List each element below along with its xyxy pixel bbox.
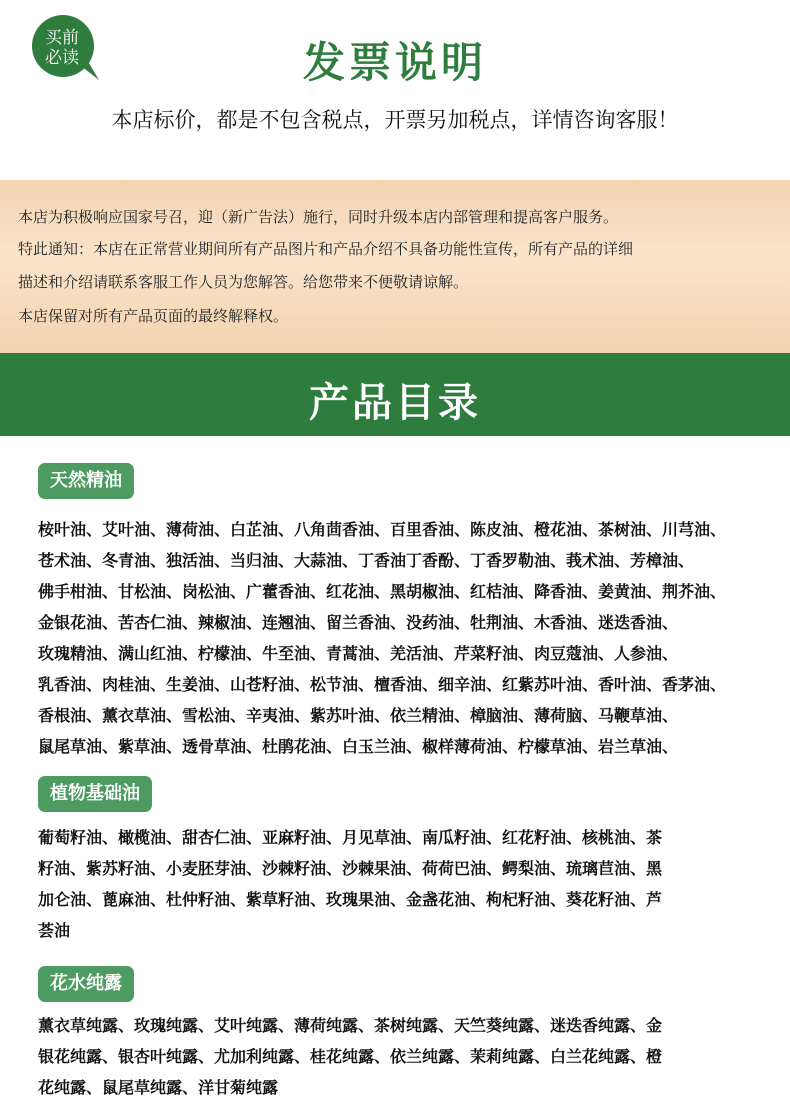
notice-line-3: 描述和介绍请联系客服工作人员为您解答。给您带来不便敬请谅解。	[18, 273, 469, 291]
badge-line-2: 必读	[45, 48, 79, 68]
notice-line-1: 本店为积极响应国家号召，迎（新广告法）施行，同时升级本店内部管理和提高客户服务。	[18, 208, 619, 226]
notice-line-2: 特此通知：本店在正常营业期间所有产品图片和产品介绍不具备功能性宣传，所有产品的详细	[18, 240, 634, 258]
item-line: 佛手柑油、甘松油、岗松油、广藿香油、红花油、黑胡椒油、红桔油、降香油、姜黄油、荆芥油、	[38, 582, 727, 601]
category-label-essential-oils: 天然精油	[38, 463, 134, 499]
invoice-note: 本店标价，都是不包含税点，开票另加税点，详情咨询客服！	[111, 108, 679, 132]
category-label-base-oils: 植物基础油	[38, 776, 152, 812]
catalog-banner	[0, 353, 790, 436]
page-title: 发票说明	[302, 38, 487, 87]
item-line: 花纯露、鼠尾草纯露、洋甘菊纯露	[38, 1078, 279, 1097]
category-items-hydrosols	[38, 1010, 760, 1103]
notice-line-4: 本店保留对所有产品页面的最终解释权。	[18, 307, 289, 325]
item-line: 苍术油、冬青油、独活油、当归油、大蒜油、丁香油丁香酚、丁香罗勒油、莪术油、芳樟油、	[38, 551, 695, 570]
item-line: 金银花油、苦杏仁油、辣椒油、连翘油、留兰香油、没药油、牡荆油、木香油、迷迭香油、	[38, 613, 679, 632]
item-line: 加仑油、蓖麻油、杜仲籽油、紫草籽油、玫瑰果油、金盏花油、枸杞籽油、葵花籽油、芦	[38, 890, 663, 909]
category-label-hydrosols: 花水纯露	[38, 966, 134, 1002]
badge-line-1: 买前	[45, 28, 79, 48]
item-line: 葡萄籽油、橄榄油、甜杏仁油、亚麻籽油、月见草油、南瓜籽油、红花籽油、核桃油、茶	[38, 828, 663, 847]
item-line: 香根油、薰衣草油、雪松油、辛夷油、紫苏叶油、依兰精油、樟脑油、薄荷脑、马鞭草油、	[38, 706, 679, 725]
item-line: 玫瑰精油、满山红油、柠檬油、牛至油、青蒿油、羌活油、芹菜籽油、肉豆蔻油、人参油、	[38, 644, 679, 663]
item-line: 荟油	[38, 921, 71, 940]
category-items-base-oils	[38, 822, 760, 946]
item-line: 籽油、紫苏籽油、小麦胚芽油、沙棘籽油、沙棘果油、荷荷巴油、鳄梨油、琉璃苣油、黑	[38, 859, 663, 878]
item-line: 桉叶油、艾叶油、薄荷油、白芷油、八角茴香油、百里香油、陈皮油、橙花油、茶树油、川芎油、	[38, 520, 727, 539]
category-items-essential-oils	[38, 514, 760, 762]
item-line: 鼠尾草油、紫草油、透骨草油、杜鹃花油、白玉兰油、椒样薄荷油、柠檬草油、岩兰草油、	[38, 737, 679, 756]
item-line: 薰衣草纯露、玫瑰纯露、艾叶纯露、薄荷纯露、茶树纯露、天竺葵纯露、迷迭香纯露、金	[38, 1016, 663, 1035]
item-line: 银花纯露、银杏叶纯露、尤加利纯露、桂花纯露、依兰纯露、茉莉纯露、白兰花纯露、橙	[38, 1047, 663, 1066]
item-line: 乳香油、肉桂油、生姜油、山苍籽油、松节油、檀香油、细辛油、红紫苏叶油、香叶油、香茅油、	[38, 675, 727, 694]
catalog-title: 产品目录	[309, 379, 481, 426]
notice-panel	[0, 180, 790, 353]
